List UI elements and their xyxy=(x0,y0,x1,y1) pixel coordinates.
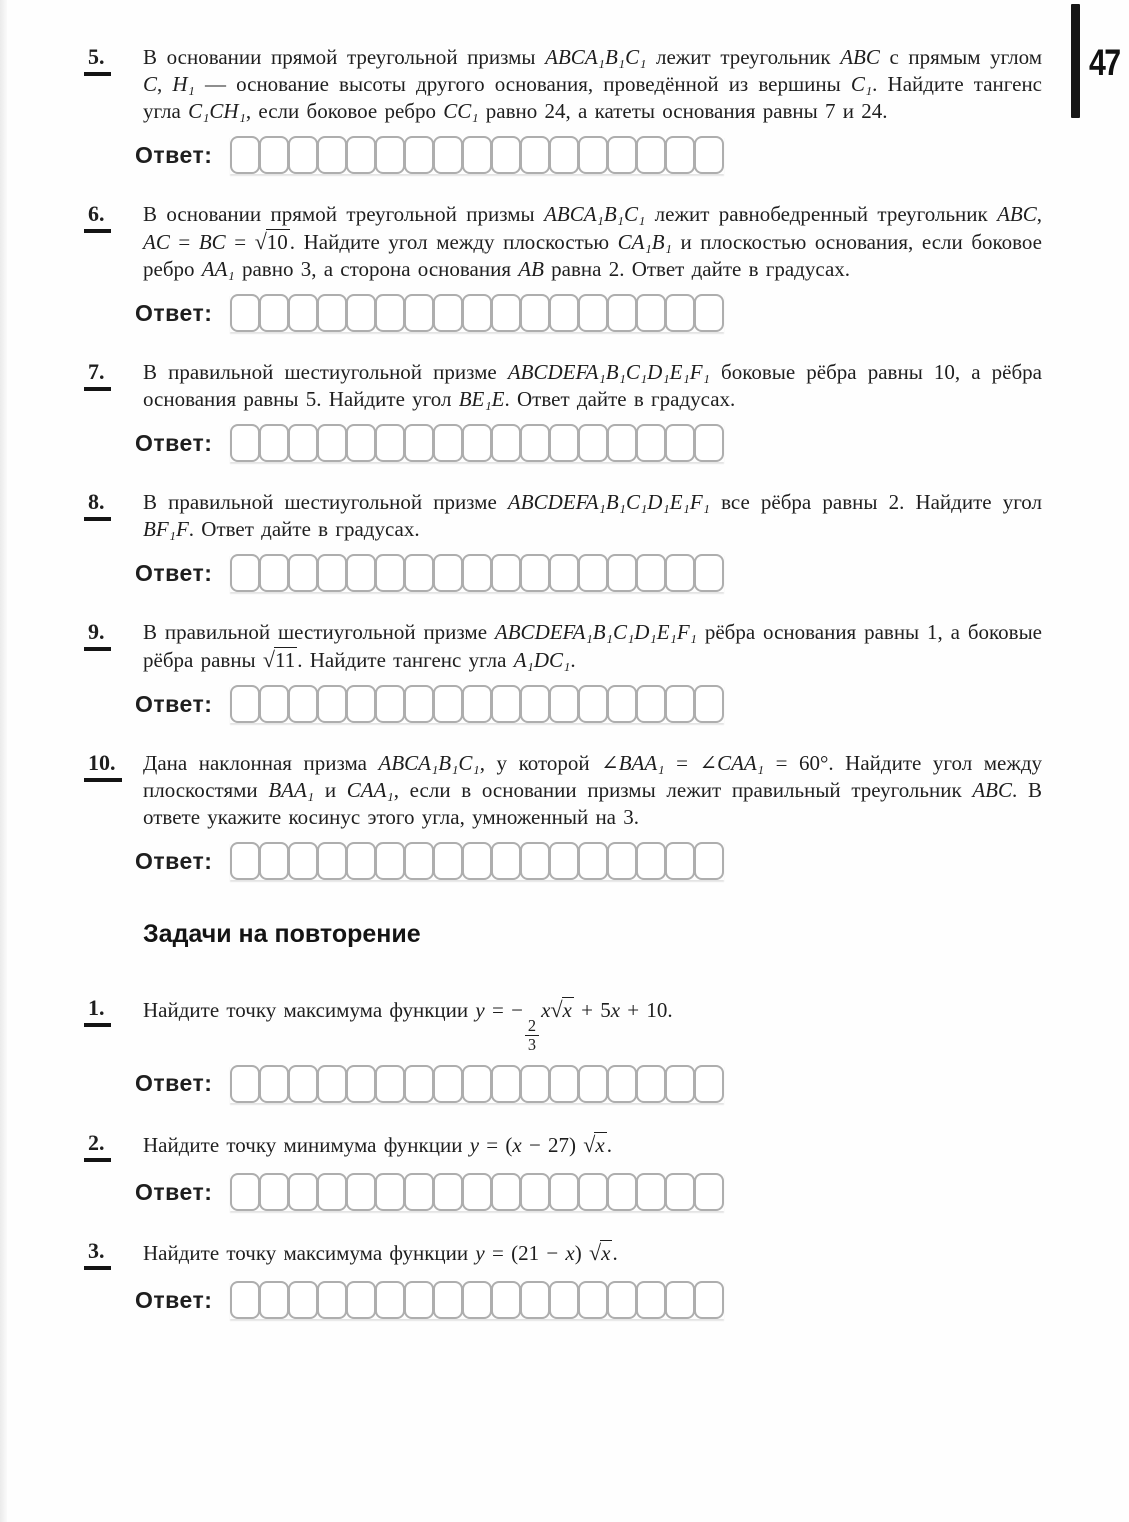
fraction: $\frac{2}{3}$ xyxy=(525,1017,539,1054)
answer-cell xyxy=(259,554,289,592)
answer-cell xyxy=(317,424,347,462)
answer-label: Ответ: xyxy=(135,299,213,326)
answer-cell xyxy=(346,136,376,174)
answer-cell xyxy=(433,1281,463,1319)
answer-cell xyxy=(549,1173,579,1211)
answer-cell xyxy=(636,294,666,332)
problem-6-number: 6. xyxy=(84,202,111,233)
answer-cells xyxy=(230,424,724,462)
problem-10-text: Дана наклонная призма ABCA₁B₁C₁, у которой ∠BAA₁ = ∠CAA₁ = 60°. Найдите угол между плоскостями BAA₁ и CAA₁, если в основании призмы лежит правильный треугольник ABC. В ответе укажите косинус этого угла, умноженный на 3. xyxy=(143,751,1043,829)
answer-cell xyxy=(665,136,695,174)
answer-cell xyxy=(694,424,724,462)
review-problem-2-text: Найдите точку минимума функции y = (x − 27) √x. xyxy=(143,1131,612,1157)
answer-cell xyxy=(375,1281,405,1319)
answer-cell xyxy=(346,1065,376,1103)
review-problem-1 xyxy=(88,995,1042,1054)
answer-cell xyxy=(520,842,550,880)
answer-cell xyxy=(520,1173,550,1211)
answer-cell xyxy=(578,424,608,462)
answer-cell xyxy=(288,1065,318,1103)
answer-cell xyxy=(230,685,260,723)
answer-cell xyxy=(578,1281,608,1319)
answer-cell xyxy=(259,1173,289,1211)
answer-cell xyxy=(694,554,724,592)
answer-cell xyxy=(462,294,492,332)
answer-cell xyxy=(578,1173,608,1211)
answer-cell xyxy=(665,685,695,723)
answer-cell xyxy=(549,554,579,592)
answer-cell xyxy=(578,136,608,174)
answer-cell xyxy=(230,294,260,332)
answer-cell xyxy=(230,1281,260,1319)
answer-cell xyxy=(404,685,434,723)
answer-cell xyxy=(346,1281,376,1319)
answer-cell xyxy=(259,1065,289,1103)
problem-8 xyxy=(88,489,1042,543)
answer-cell xyxy=(433,1173,463,1211)
answer-cell xyxy=(665,842,695,880)
answer-cell xyxy=(549,424,579,462)
answer-cells xyxy=(230,842,724,880)
answer-cell xyxy=(491,294,521,332)
answer-cell xyxy=(520,136,550,174)
page-margin-bar xyxy=(1071,4,1080,118)
answer-cell xyxy=(346,1173,376,1211)
answer-cell xyxy=(578,1065,608,1103)
answer-cell xyxy=(491,136,521,174)
answer-cell xyxy=(404,294,434,332)
answer-cell xyxy=(230,424,260,462)
problem-7-text: В правильной шестиугольной призме ABCDEFA₁B₁C₁D₁E₁F₁ боковые рёбра равны 10, а рёбра основания равны 5. Найдите угол BE₁E. Ответ дайте в градусах. xyxy=(143,360,1042,411)
answer-cell xyxy=(607,1065,637,1103)
answer-cells xyxy=(230,554,724,592)
problem-6-text: В основании прямой треугольной призмы ABCA₁B₁C₁ лежит равнобедренный треугольник ABC, AC = BC = √10. Найдите угол между плоскостью CA₁B₁ и плоскостью основания, если боковое ребро AA₁ равно 3, а сторона основания AB равна 2. Ответ дайте в градусах. xyxy=(143,202,1043,281)
answer-cell xyxy=(375,1065,405,1103)
answer-cell xyxy=(433,685,463,723)
review-problem-2 xyxy=(88,1130,1042,1162)
answer-cell xyxy=(404,554,434,592)
answer-cell xyxy=(491,424,521,462)
answer-cell xyxy=(462,685,492,723)
answer-cell xyxy=(607,842,637,880)
review-problem-3-number: 3. xyxy=(84,1239,111,1270)
answer-cell xyxy=(607,685,637,723)
section-header-review: Задачи на повторение xyxy=(143,920,421,948)
answer-cell xyxy=(288,842,318,880)
answer-cell xyxy=(288,685,318,723)
answer-row-7 xyxy=(135,424,1042,462)
answer-cell xyxy=(694,1065,724,1103)
answer-cell xyxy=(462,136,492,174)
answer-cell xyxy=(462,554,492,592)
answer-cells xyxy=(230,294,724,332)
answer-cells xyxy=(230,685,724,723)
answer-cell xyxy=(375,136,405,174)
answer-cell xyxy=(375,424,405,462)
answer-cell xyxy=(520,685,550,723)
answer-row-6 xyxy=(135,294,1042,332)
answer-cell xyxy=(230,554,260,592)
answer-cell xyxy=(549,842,579,880)
answer-cell xyxy=(491,1065,521,1103)
answer-cell xyxy=(288,1281,318,1319)
answer-cell xyxy=(230,136,260,174)
answer-cell xyxy=(462,1065,492,1103)
answer-cell xyxy=(404,1065,434,1103)
answer-cell xyxy=(607,1281,637,1319)
answer-cell xyxy=(491,1281,521,1319)
answer-cell xyxy=(665,1281,695,1319)
answer-label: Ответ: xyxy=(135,1178,213,1205)
answer-cell xyxy=(230,1065,260,1103)
problem-7 xyxy=(88,359,1042,413)
answer-cell xyxy=(665,294,695,332)
answer-label: Ответ: xyxy=(135,559,213,586)
answer-cell xyxy=(549,685,579,723)
answer-label: Ответ: xyxy=(135,1286,213,1313)
answer-row-9 xyxy=(135,685,1042,723)
answer-cell xyxy=(578,685,608,723)
answer-row-10 xyxy=(135,842,1042,880)
answer-label: Ответ: xyxy=(135,141,213,168)
answer-cell xyxy=(346,685,376,723)
answer-cell xyxy=(317,685,347,723)
answer-cell xyxy=(607,294,637,332)
scan-edge-shadow xyxy=(0,0,7,1522)
answer-cell xyxy=(694,685,724,723)
problem-9-text: В правильной шестиугольной призме ABCDEFA₁B₁C₁D₁E₁F₁ рёбра основания равны 1, а боковые рёбра равны √11. Найдите тангенс угла A₁DC₁. xyxy=(143,620,1043,672)
answer-cell xyxy=(288,294,318,332)
answer-cell xyxy=(346,842,376,880)
sqrt-expression: √x xyxy=(550,997,572,1022)
sqrt-expression: √11 xyxy=(262,647,296,672)
answer-cell xyxy=(375,685,405,723)
answer-cell xyxy=(317,1173,347,1211)
problem-5-number: 5. xyxy=(84,45,111,76)
answer-cell xyxy=(375,554,405,592)
answer-row-r2 xyxy=(135,1173,1042,1211)
answer-cell xyxy=(259,424,289,462)
answer-cells xyxy=(230,1065,724,1103)
problem-8-text: В правильной шестиугольной призме ABCDEFA₁B₁C₁D₁E₁F₁ все рёбра равны 2. Найдите угол BF₁F. Ответ дайте в градусах. xyxy=(143,490,1043,541)
answer-cell xyxy=(607,136,637,174)
answer-cell xyxy=(694,1173,724,1211)
review-problem-1-text: Найдите точку максимума функции y = − $\frac{2}{3}$ x√x + 5x + 10. xyxy=(143,997,673,1054)
answer-cell xyxy=(462,842,492,880)
answer-cell xyxy=(520,554,550,592)
answer-cells xyxy=(230,1173,724,1211)
problem-9-number: 9. xyxy=(84,620,111,651)
answer-row-r3 xyxy=(135,1281,1042,1319)
answer-cell xyxy=(694,136,724,174)
problem-7-number: 7. xyxy=(84,360,111,391)
answer-cell xyxy=(433,1065,463,1103)
page-content xyxy=(88,44,1042,1346)
sqrt-expression: √10 xyxy=(254,229,288,254)
answer-cell xyxy=(375,1173,405,1211)
answer-cells xyxy=(230,136,724,174)
page-number: 47 xyxy=(1089,42,1120,83)
answer-cell xyxy=(636,1173,666,1211)
answer-cell xyxy=(288,136,318,174)
answer-cell xyxy=(317,1065,347,1103)
answer-cell xyxy=(520,1281,550,1319)
answer-cell xyxy=(259,685,289,723)
review-problem-1-number: 1. xyxy=(84,996,111,1027)
answer-cell xyxy=(288,1173,318,1211)
problem-5 xyxy=(88,44,1042,125)
answer-cell xyxy=(230,842,260,880)
answer-row-r1 xyxy=(135,1065,1042,1103)
answer-cell xyxy=(317,1281,347,1319)
answer-cell xyxy=(665,1065,695,1103)
answer-cell xyxy=(462,1173,492,1211)
answer-cell xyxy=(433,554,463,592)
answer-cell xyxy=(520,294,550,332)
answer-cell xyxy=(317,554,347,592)
answer-cell xyxy=(665,1173,695,1211)
answer-cell xyxy=(317,294,347,332)
answer-cell xyxy=(346,294,376,332)
answer-cell xyxy=(694,842,724,880)
problem-5-text: В основании прямой треугольной призмы ABCA₁B₁C₁ лежит треугольник ABC с прямым углом C, H₁ — основание высоты другого основания, проведённой из вершины C₁. Найдите тангенс угла C₁CH₁, если боковое ребро CC₁ равно 24, а катеты основания равны 7 и 24. xyxy=(143,45,1042,123)
answer-cell xyxy=(462,1281,492,1319)
answer-cell xyxy=(520,1065,550,1103)
problem-6 xyxy=(88,201,1042,283)
answer-cell xyxy=(404,424,434,462)
answer-row-5 xyxy=(135,136,1042,174)
answer-cell xyxy=(520,424,550,462)
answer-cell xyxy=(346,554,376,592)
answer-cell xyxy=(607,554,637,592)
answer-cell xyxy=(636,136,666,174)
answer-cell xyxy=(636,554,666,592)
answer-label: Ответ: xyxy=(135,690,213,717)
answer-cell xyxy=(404,1173,434,1211)
answer-cell xyxy=(259,294,289,332)
answer-cell xyxy=(636,685,666,723)
answer-cell xyxy=(491,554,521,592)
answer-cell xyxy=(636,842,666,880)
answer-cells xyxy=(230,1281,724,1319)
answer-cell xyxy=(549,1065,579,1103)
answer-cell xyxy=(433,136,463,174)
answer-cell xyxy=(607,1173,637,1211)
answer-cell xyxy=(259,1281,289,1319)
answer-cell xyxy=(433,842,463,880)
answer-row-8 xyxy=(135,554,1042,592)
problem-10-number: 10. xyxy=(84,751,122,782)
review-problem-3-text: Найдите точку максимума функции y = (21 − x) √x. xyxy=(143,1240,618,1266)
answer-cell xyxy=(578,842,608,880)
answer-cell xyxy=(375,842,405,880)
answer-cell xyxy=(694,294,724,332)
answer-cell xyxy=(665,554,695,592)
problem-10 xyxy=(88,750,1042,831)
answer-label: Ответ: xyxy=(135,847,213,874)
review-problem-2-number: 2. xyxy=(84,1131,111,1162)
answer-cell xyxy=(491,842,521,880)
sqrt-expression: √x xyxy=(583,1131,605,1157)
answer-cell xyxy=(317,136,347,174)
answer-cell xyxy=(549,294,579,332)
answer-cell xyxy=(549,1281,579,1319)
answer-cell xyxy=(259,842,289,880)
answer-cell xyxy=(288,424,318,462)
answer-label: Ответ: xyxy=(135,429,213,456)
answer-cell xyxy=(636,1065,666,1103)
answer-cell xyxy=(578,294,608,332)
answer-cell xyxy=(230,1173,260,1211)
answer-cell xyxy=(636,424,666,462)
answer-cell xyxy=(636,1281,666,1319)
answer-cell xyxy=(404,1281,434,1319)
answer-cell xyxy=(433,424,463,462)
answer-cell xyxy=(694,1281,724,1319)
answer-cell xyxy=(404,842,434,880)
answer-cell xyxy=(375,294,405,332)
answer-cell xyxy=(317,842,347,880)
answer-cell xyxy=(491,685,521,723)
answer-cell xyxy=(549,136,579,174)
problem-8-number: 8. xyxy=(84,490,111,521)
answer-cell xyxy=(404,136,434,174)
answer-cell xyxy=(491,1173,521,1211)
answer-cell xyxy=(346,424,376,462)
answer-cell xyxy=(288,554,318,592)
answer-cell xyxy=(433,294,463,332)
answer-cell xyxy=(578,554,608,592)
answer-cell xyxy=(462,424,492,462)
answer-cell xyxy=(665,424,695,462)
answer-label: Ответ: xyxy=(135,1070,213,1097)
answer-cell xyxy=(259,136,289,174)
review-problem-3 xyxy=(88,1238,1042,1270)
sqrt-expression: √x xyxy=(589,1240,611,1266)
answer-cell xyxy=(607,424,637,462)
problem-9 xyxy=(88,619,1042,674)
